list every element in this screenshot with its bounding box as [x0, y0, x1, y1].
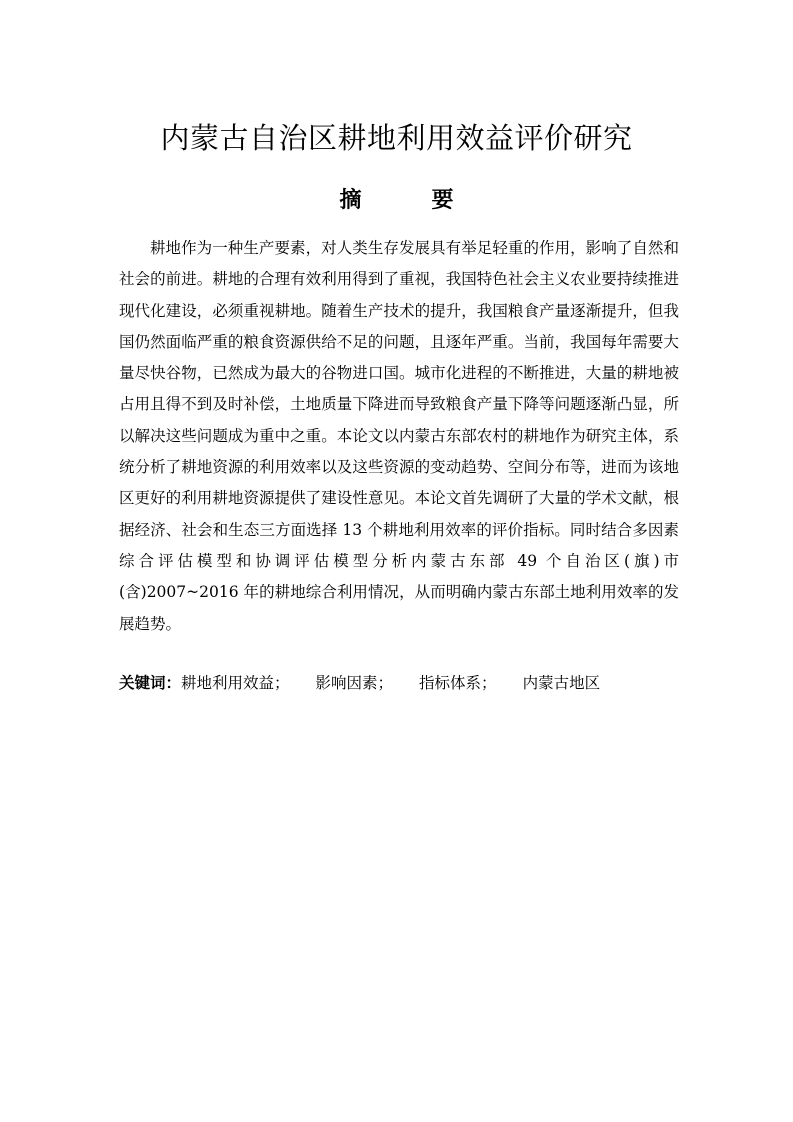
- keyword-item: 内蒙古地区: [522, 674, 601, 692]
- keywords-line: [119, 668, 679, 699]
- paper-title: 内蒙古自治区耕地利用效益评价研究: [160, 121, 633, 155]
- abstract-heading: 摘 要: [339, 188, 478, 213]
- keyword-item: 耕地利用效益；: [181, 674, 290, 692]
- keyword-item: 影响因素；: [315, 674, 394, 692]
- abstract-body: 耕地作为一种生产要素，对人类生存发展具有举足轻重的作用，影响了自然和社会的前进。耕地的合理有效利用得到了重视，我国特色社会主义农业要持续推进现代化建设，必须重视耕地。随着生产技术的提升，我国粮食产量逐渐提升，但我国仍然面临严重的粮食资源供给不足的问题，且逐年严重。当前，我国每年需要大量尽快谷物，已然成为最大的谷物进口国。城市化进程的不断推进，大量的耕地被占用且得不到及时补偿，土地质量下降进而导致粮食产量下降等问题逐渐凸显，所以解决这些问题成为重中之重。本论文以内蒙古东部农村的耕地作为研究主体，系统分析了耕地资源的利用效率以及这些资源的变动趋势、空间分布等，进而为该地区更好的利用耕地资源提供了建设性意见。本论文首先调研了大量的学术文献，根据经济、社会和生态三方面选择 13 个耕地利用效率的评价指标。同时结合多因素综合评估模型和协调评估模型分析内蒙古东部 49 个自治区(旗)市(含)2007~2016 年的耕地综合利用情况，从而明确内蒙古东部土地利用效率的发展趋势。: [119, 239, 679, 633]
- keywords-label: 关键词：: [119, 674, 182, 692]
- keyword-item: 指标体系；: [419, 674, 497, 692]
